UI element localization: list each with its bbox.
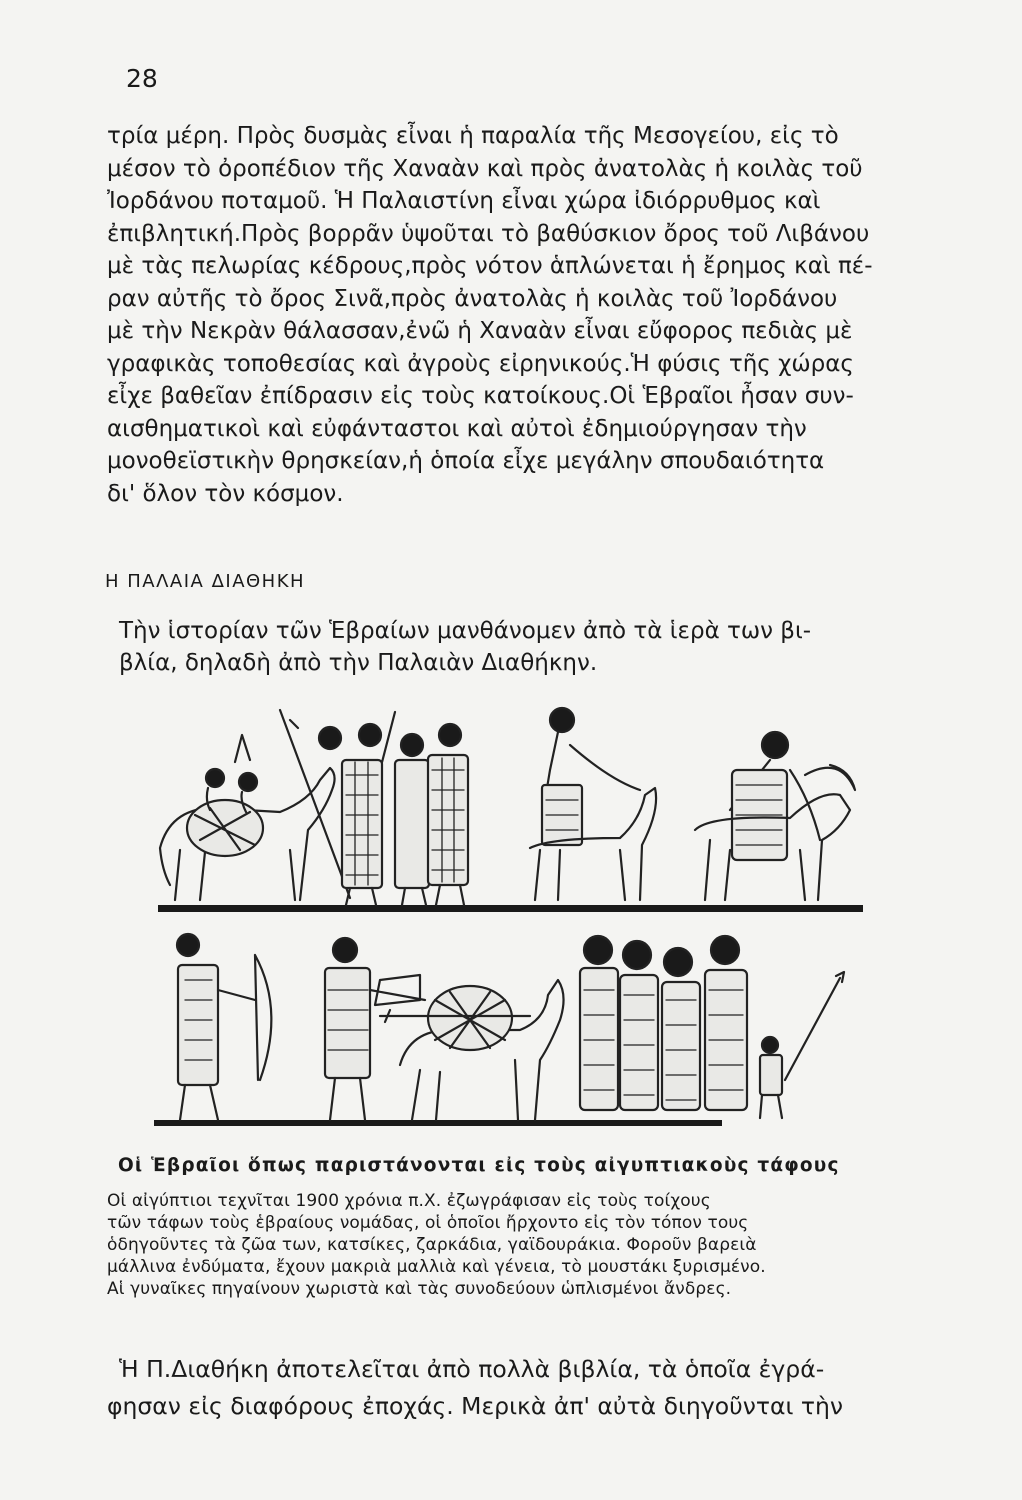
ground-line-top bbox=[158, 905, 863, 912]
caption-line: ὁδηγοῦντες τὰ ζῶα των, κατσίκες, ζαρκάδια, γαϊδουράκια. Φοροῦν βαρειὰ bbox=[107, 1235, 757, 1255]
text-line: μὲ τὴν Νεκρὰν θάλασσαν,ἐνῶ ἡ Χαναὰν εἶναι εὔφορος πεδιὰς μὲ bbox=[107, 318, 853, 344]
man-with-gazelle bbox=[530, 708, 656, 900]
text-line: Ἰορδάνου ποταμοῦ. Ἡ Παλαιστίνη εἶναι χώρα ἰδιόρρυθμος καὶ bbox=[107, 188, 821, 214]
archer bbox=[177, 934, 271, 1120]
ground-line-bottom bbox=[154, 1120, 722, 1126]
text-line: Τὴν ἱστορίαν τῶν Ἑβραίων μανθάνομεν ἀπὸ τὰ ἱερὰ των βι- bbox=[119, 618, 812, 644]
page-number: 28 bbox=[126, 64, 158, 93]
man-with-ibex bbox=[695, 732, 855, 900]
text-line: τρία μέρη. Πρὸς δυσμὰς εἶναι ἡ παραλία τῆς Μεσογείου, εἰς τὸ bbox=[107, 123, 839, 149]
man-with-bellows bbox=[325, 938, 425, 1120]
text-line: Ἡ Π.Διαθήκη ἀποτελεῖται ἀπὸ πολλὰ βιβλία, τὰ ὁποῖα ἐγρά- bbox=[119, 1355, 825, 1383]
text-line: μὲ τὰς πελωρίας κέδρους,πρὸς νότον ἁπλώνεται ἡ ἔρημος καὶ πέ- bbox=[107, 253, 873, 279]
donkey-with-children bbox=[160, 735, 335, 900]
main-paragraph bbox=[107, 120, 927, 510]
child-with-spear bbox=[760, 972, 844, 1118]
women-group bbox=[580, 936, 747, 1110]
text-line: μονοθεϊστικὴν θρησκείαν,ἡ ὁποία εἶχε μεγάλην σπουδαιότητα bbox=[107, 448, 825, 474]
text-line: γραφικὰς τοποθεσίας καὶ ἀγροὺς εἰρηνικούς.Ἡ φύσις τῆς χώρας bbox=[107, 350, 854, 377]
egyptian-tomb-illustration bbox=[150, 700, 865, 1140]
text-line: αισθηματικοὶ καὶ εὐφάνταστοι καὶ αὐτοὶ ἐδημιούργησαν τὴν bbox=[107, 415, 807, 442]
figure-caption-title: Οἱ Ἑβραῖοι ὅπως παριστάνονται εἰς τοὺς αἰγυπτιακοὺς τάφους bbox=[118, 1155, 840, 1176]
caption-line: μάλλινα ἐνδύματα, ἔχουν μακριὰ μαλλιὰ καὶ γένεια, τὸ μουστάκι ξυρισμένο. bbox=[107, 1257, 766, 1277]
text-line: βλία, δηλαδὴ ἀπὸ τὴν Παλαιὰν Διαθήκην. bbox=[119, 650, 598, 676]
text-line: φησαν εἰς διαφόρους ἐποχάς. Μερικὰ ἀπ' αὐτὰ διηγοῦνται τὴν bbox=[107, 1392, 844, 1420]
text-line: ραν αὐτῆς τὸ ὄρος Σινᾶ,πρὸς ἀνατολὰς ἡ κοιλὰς τοῦ Ἰορδάνου bbox=[107, 285, 838, 312]
text-line: ἐπιβλητική.Πρὸς βορρᾶν ὑψοῦται τὸ βαθύσκιον ὄρος τοῦ Λιβάνου bbox=[107, 220, 870, 247]
spear-bearers bbox=[280, 710, 468, 905]
section-heading: Η ΠΑΛΑΙΑ ΔΙΑΘΗΚΗ bbox=[105, 571, 306, 592]
caption-line: Οἱ αἰγύπτιοι τεχνῖται 1900 χρόνια π.Χ. ἐζωγράφισαν εἰς τοὺς τοίχους bbox=[107, 1191, 711, 1211]
caption-line: Αἱ γυναῖκες πηγαίνουν χωριστὰ καὶ τὰς συνοδεύουν ὡπλισμένοι ἄνδρες. bbox=[107, 1279, 732, 1299]
caption-line: τῶν τάφων τοὺς ἑβραίους νομάδας, οἱ ὁποῖοι ἤρχοντο εἰς τὸν τόπον τους bbox=[107, 1213, 749, 1233]
text-line: μέσον τὸ ὀροπέδιον τῆς Χαναὰν καὶ πρὸς ἀνατολὰς ἡ κοιλὰς τοῦ bbox=[107, 155, 863, 182]
text-line: δι' ὅλον τὸν κόσμον. bbox=[107, 480, 344, 507]
text-line: εἶχε βαθεῖαν ἐπίδρασιν εἰς τοὺς κατοίκους.Οἱ Ἑβραῖοι ἦσαν συν- bbox=[107, 383, 854, 409]
closing-paragraph bbox=[107, 1351, 927, 1425]
section-paragraph bbox=[119, 615, 929, 679]
figure-caption-body bbox=[107, 1190, 925, 1300]
